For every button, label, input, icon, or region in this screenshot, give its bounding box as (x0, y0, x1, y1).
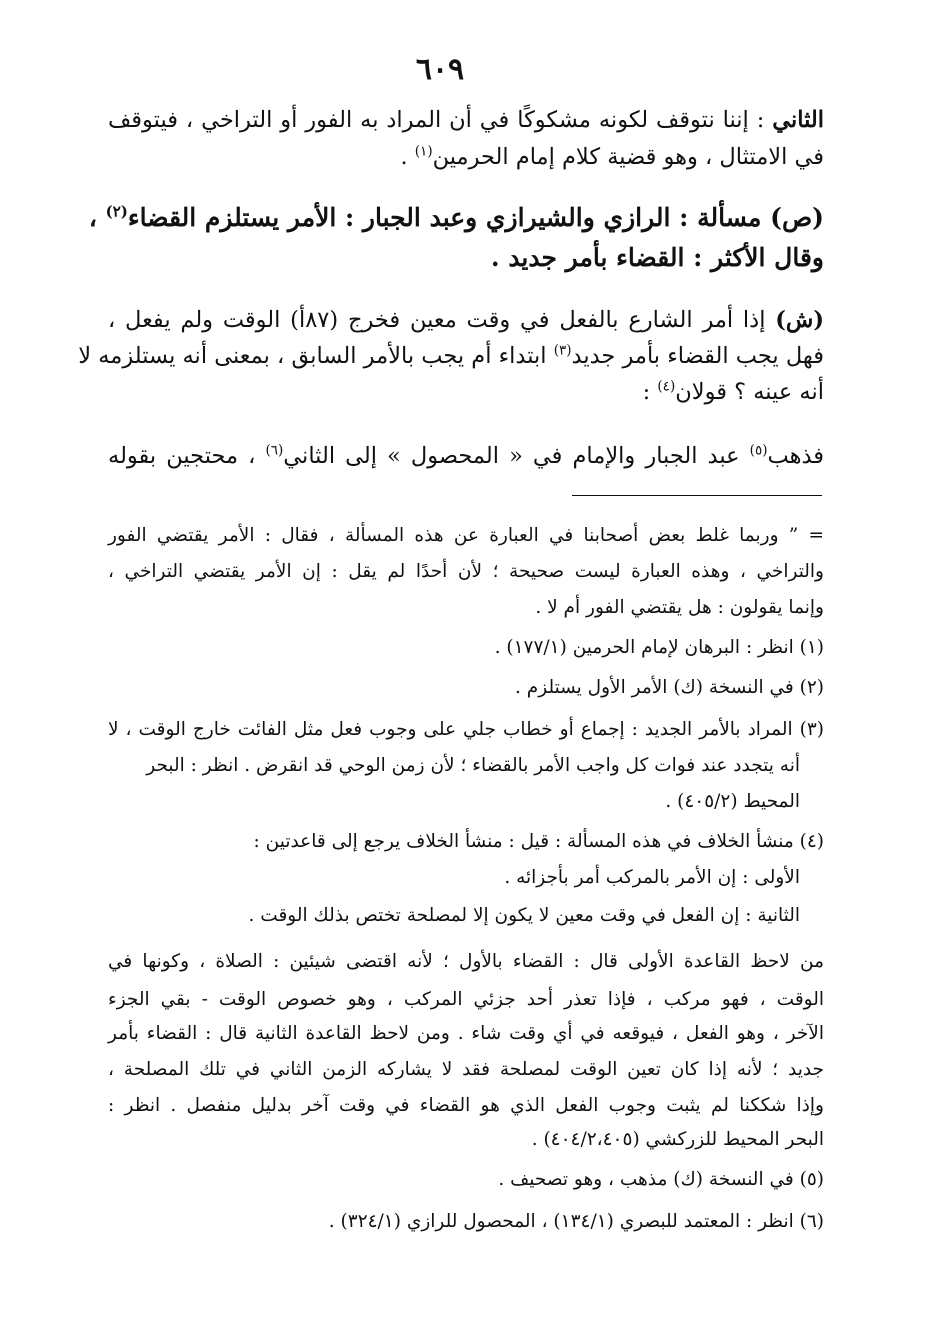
footnote-4-line: البحر المحيط للزركشي (٤٠٤/٢،٤٠٥) . (531, 1129, 824, 1150)
page-number: ٦٠٩ (415, 52, 465, 87)
matn-heading-line: وقال الأكثر : القضاء بأمر جديد . (490, 243, 824, 272)
footnote-2: (٢) في النسخة (ك) الأمر الأول يستلزم . (515, 677, 824, 698)
footnote-4-line: الوقت ، فهو مركب ، فإذا تعذر أحد جزئي المركب ، وهو خصوص الوقت - بقي الجزء (108, 989, 824, 1010)
footnote-continuation-line: والتراخي ، وهذه العبارة ليست صحيحة ؛ لأن أحدًا لم يقل : إن الأمر يقتضي التراخي ، (108, 561, 824, 582)
footnote-4-line: وإذا شككنا لم يثبت وجوب الفعل الذي هو القضاء في وقت آخر بدليل منفصل . انظر : (108, 1095, 824, 1116)
footnote-ref: (٣) (553, 342, 572, 359)
footnote-4-line: الأولى : إن الأمر بالمركب أمر بأجزائه . (504, 867, 800, 888)
main-text-line: في الامتثال ، وهو قضية كلام إمام الحرمين$^{(١)}$ . (400, 143, 824, 170)
main-text-line: فذهب$^{(٥)}$ عبد الجبار والإمام في « المحصول » إلى الثاني$^{(٦)}$ ، محتجين بقوله (108, 442, 825, 469)
footnote-4-line: (٤) منشأ الخلاف في هذه المسألة : قيل : منشأ الخلاف يرجع إلى قاعدتين : (253, 831, 824, 852)
inline-bold-term: الثاني (772, 107, 825, 133)
matn-heading-line: (ص) مسألة : الرازي والشيرازي وعبد الجبار : الأمر يستلزم القضاء$^{(٢)}$ ، (88, 202, 824, 232)
main-text-line: الثاني : إننا نتوقف لكونه مشكوكًا في أن المراد به الفور أو التراخي ، فيتوقف (108, 107, 825, 133)
main-text-line: (ش) إذا أمر الشارع بالفعل في وقت معين فخرج (٨٧أ) الوقت ولم يفعل ، (108, 307, 825, 333)
main-text-line: أنه عينه ؟ قولان$^{(٤)}$ : (642, 378, 824, 405)
footnote-1: (١) انظر : البرهان لإمام الحرمين (١٧٧/١) . (494, 637, 824, 658)
footnote-4-line: من لاحظ القاعدة الأولى قال : القضاء بالأول ؛ لأنه اقتضى شيئين : الصلاة ، وكونها في (108, 951, 824, 972)
footnote-ref: (٥) (749, 442, 768, 459)
footnote-4-line: الثانية : إن الفعل في وقت معين لا يكون إلا لمصلحة تختص بذلك الوقت . (248, 905, 800, 926)
footnote-separator (572, 495, 822, 496)
footnote-ref: (١) (414, 143, 433, 160)
footnote-3-line: أنه يتجدد عند فوات كل واجب الأمر بالقضاء ؛ لأن زمن الوحي قد انقرض . انظر : البحر (146, 755, 800, 776)
footnote-3-line: (٣) المراد بالأمر الجديد : إجماع أو خطاب جلي على وجوب فعل مثل الفائت خارج الوقت ، لا (108, 719, 824, 740)
footnote-3-line: المحيط (٤٠٥/٢) . (665, 791, 800, 812)
footnote-ref: (٤) (657, 378, 676, 395)
footnote-6: (٦) انظر : المعتمد للبصري (١٣٤/١) ، المحصول للرازي (٣٢٤/١) . (328, 1211, 824, 1232)
footnote-4-line: الآخر ، وهو الفعل ، فيوقعه في أي وقت شاء . ومن لاحظ القاعدة الثانية قال : القضاء بأمر (108, 1023, 824, 1044)
inline-bold-term: (ش) (775, 307, 825, 333)
footnote-ref: (٦) (265, 442, 284, 459)
footnote-ref: (٢) (105, 202, 128, 221)
footnote-continuation-line: وإنما يقولون : هل يقتضي الفور أم لا . (535, 597, 824, 618)
main-text-line: فهل يجب القضاء بأمر جديد$^{(٣)}$ ابتداء أم يجب بالأمر السابق ، بمعنى أنه يستلزمه لا (78, 342, 824, 369)
footnote-continuation-line: = ” وربما غلط بعض أصحابنا في العبارة عن هذه المسألة ، فقال : الأمر يقتضي الفور (108, 525, 824, 546)
footnote-4-line: جديد ؛ لأنه إذا كان تعين الوقت لمصلحة فقد لا يشاركه الزمن الثاني في تلك المصلحة ، (108, 1059, 824, 1080)
footnote-5: (٥) في النسخة (ك) مذهب ، وهو تصحيف . (498, 1169, 824, 1190)
